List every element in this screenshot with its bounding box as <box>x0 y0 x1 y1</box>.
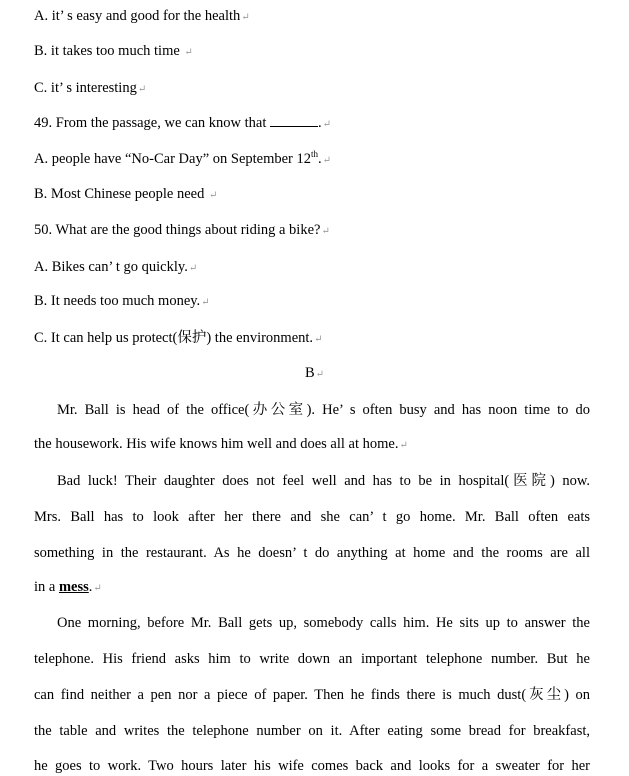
paragraph-mark-icon: ↵ <box>208 190 218 201</box>
passage-p3-line5: he goes to work. Two hours later his wife comes back and looks for a sweater for her <box>34 758 590 774</box>
paragraph-mark-icon: ↵ <box>399 440 408 451</box>
option-48a: A. it’ s easy and good for the health↵ <box>34 8 250 24</box>
option-50a: A. Bikes can’ t go quickly.↵ <box>34 259 198 275</box>
passage-p3-line2: telephone. His friend asks him to write down an important telephone number. But he <box>34 651 590 667</box>
passage-p2-line4: in a mess.↵ <box>34 579 102 595</box>
passage-p3-line3: can find neither a pen nor a piece of paper. Then he finds there is much dust(灰尘) on <box>34 687 590 703</box>
paragraph-mark-icon: ↵ <box>188 263 198 274</box>
option-49a: A. people have “No-Car Day” on September 12th.↵ <box>34 149 332 167</box>
paragraph-mark-icon: ↵ <box>321 226 330 237</box>
paragraph-mark-icon: ↵ <box>241 12 250 23</box>
passage-p2-line3: something in the restaurant. As he doesn’ t do anything at home and the rooms are all <box>34 545 590 561</box>
paragraph-mark-icon: ↵ <box>322 155 332 166</box>
option-50b: B. It needs too much money.↵ <box>34 293 210 309</box>
passage-p3-line1: One morning, before Mr. Ball gets up, somebody calls him. He sits up to answer the <box>57 615 590 631</box>
passage-p1-line2: the housework. His wife knows him well and does all at home.↵ <box>34 436 408 452</box>
question-50: 50. What are the good things about riding a bike?↵ <box>34 222 330 238</box>
option-49b: B. Most Chinese people need ↵ <box>34 186 218 202</box>
answer-blank <box>270 114 318 127</box>
paragraph-mark-icon: ↵ <box>93 583 102 594</box>
option-48b: B. it takes too much time ↵ <box>34 43 193 59</box>
paragraph-mark-icon: ↵ <box>201 297 210 308</box>
paragraph-mark-icon: ↵ <box>137 84 147 95</box>
question-49: 49. From the passage, we can know that .↵ <box>34 115 331 131</box>
passage-p2-line1: Bad luck! Their daughter does not feel well and has to be in hospital(医院) now. <box>57 473 590 489</box>
paragraph-mark-icon: ↵ <box>184 47 193 58</box>
passage-p3-line4: the table and writes the telephone number on it. After eating some bread for breakfast, <box>34 723 590 739</box>
paragraph-mark-icon: ↵ <box>314 334 323 345</box>
passage-p1-line1: Mr. Ball is head of the office(办公室). He’ s often busy and has noon time to do <box>57 402 590 418</box>
vocabulary-word-mess: mess <box>58 579 89 595</box>
passage-p2-line2: Mrs. Ball has to look after her there and she can’ t go home. Mr. Ball often eats <box>34 509 590 525</box>
option-48c: C. it’ s interesting↵ <box>34 80 147 96</box>
section-label: B↵ <box>304 365 325 381</box>
paragraph-mark-icon: ↵ <box>322 119 331 130</box>
option-50c: C. It can help us protect(保护) the environment.↵ <box>34 330 323 346</box>
paragraph-mark-icon: ↵ <box>315 369 325 380</box>
